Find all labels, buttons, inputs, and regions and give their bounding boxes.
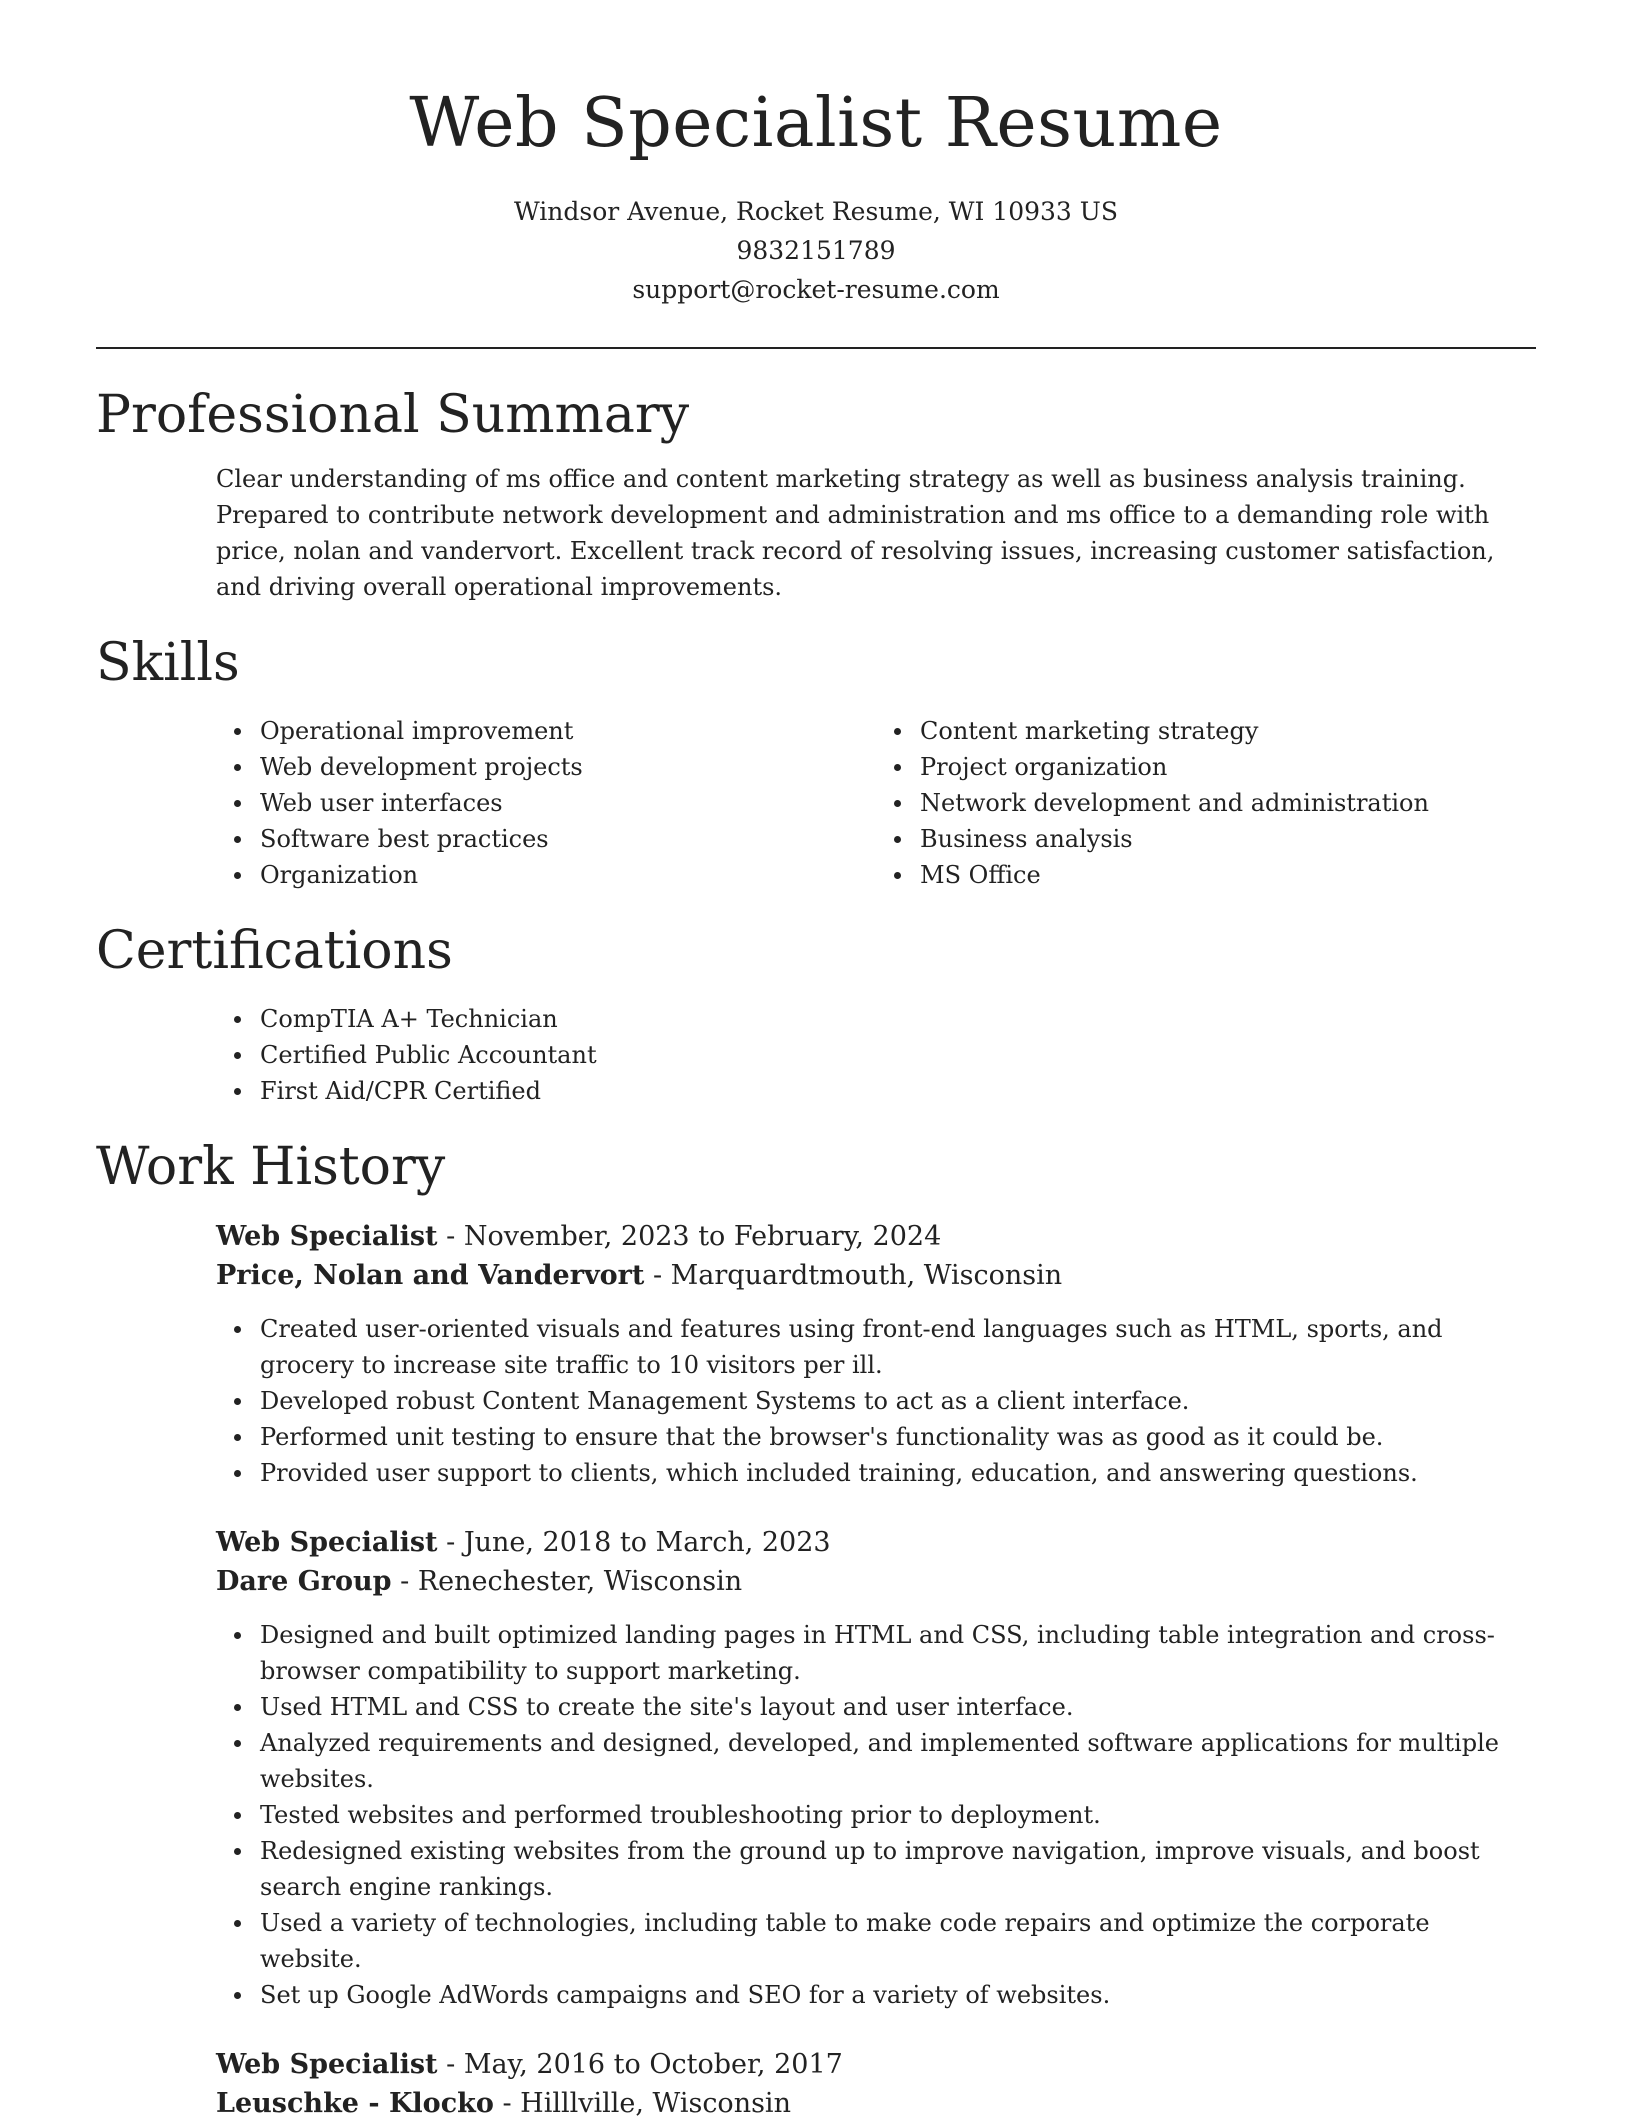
skill-item: Operational improvement <box>260 713 876 749</box>
job-bullet: Set up Google AdWords campaigns and SEO for a variety of websites. <box>260 1977 1536 2013</box>
summary-text: Clear understanding of ms office and content marketing strategy as well as business analysis training. Prepared to contribute network development and administration and ms office to a demanding role with price, nolan and vandervort. Excellent track record of resolving issues, increasing customer satisfaction, and driving overall operational improvements. <box>216 465 1495 601</box>
skills-column-right <box>876 713 1536 893</box>
job-title-line <box>216 1217 1536 1256</box>
page-title: Web Specialist Resume <box>409 84 1223 163</box>
job-dates: May, 2016 to October, 2017 <box>463 2049 843 2080</box>
skill-item: Web development projects <box>260 749 876 785</box>
contact-address: Windsor Avenue, Rocket Resume, WI 10933 US <box>514 197 1118 226</box>
certification-item: CompTIA A+ Technician <box>260 1001 1536 1037</box>
skill-item: Software best practices <box>260 821 876 857</box>
job-bullet: Provided user support to clients, which included training, education, and answering questions. <box>260 1455 1536 1491</box>
job-location: Marquardtmouth, Wisconsin <box>670 1260 1063 1291</box>
job-company: Dare Group <box>216 1566 392 1597</box>
job-bullets <box>216 1617 1536 2013</box>
separator: - <box>391 1566 418 1597</box>
certifications-section <box>96 919 1536 1109</box>
skill-item: MS Office <box>920 857 1536 893</box>
skill-item: Project organization <box>920 749 1536 785</box>
contact-email: support@rocket-resume.com <box>632 275 1000 304</box>
job-location: Hilllville, Wisconsin <box>520 2088 791 2119</box>
job-bullet: Designed and built optimized landing pages in HTML and CSS, including table integration and cross-browser compatibility to support marketing. <box>260 1617 1536 1689</box>
job-title: Web Specialist <box>216 2049 438 2080</box>
separator: - <box>437 1527 464 1558</box>
skill-item: Organization <box>260 857 876 893</box>
job-title-line <box>216 2045 1536 2084</box>
job-location: Renechester, Wisconsin <box>417 1566 743 1597</box>
resume-header <box>96 0 1536 309</box>
job-entry <box>216 2045 1536 2123</box>
job-bullet: Tested websites and performed troubleshooting prior to deployment. <box>260 1797 1536 1833</box>
job-bullet: Used HTML and CSS to create the site's layout and user interface. <box>260 1689 1536 1725</box>
job-bullet: Redesigned existing websites from the ground up to improve navigation, improve visuals, and boost search engine rankings. <box>260 1833 1536 1905</box>
job-company-line <box>216 2084 1536 2123</box>
skill-item: Network development and administration <box>920 785 1536 821</box>
contact-phone: 9832151789 <box>736 236 896 265</box>
skills-grid <box>216 713 1536 893</box>
job-dates: June, 2018 to March, 2023 <box>463 1527 831 1558</box>
summary-section <box>96 383 1536 605</box>
separator: - <box>644 1260 671 1291</box>
certification-item: First Aid/CPR Certified <box>260 1073 1536 1109</box>
work-history-section <box>96 1135 1536 2123</box>
work-history-heading: Work History <box>96 1137 446 1197</box>
header-divider <box>96 347 1536 349</box>
job-dates: November, 2023 to February, 2024 <box>463 1221 942 1252</box>
job-company: Price, Nolan and Vandervort <box>216 1260 645 1291</box>
job-title: Web Specialist <box>216 1221 438 1252</box>
job-company-line <box>216 1562 1536 1601</box>
job-bullet: Developed robust Content Management Systems to act as a client interface. <box>260 1383 1536 1419</box>
summary-heading: Professional Summary <box>96 385 690 445</box>
skills-section <box>96 631 1536 893</box>
separator: - <box>437 1221 464 1252</box>
job-bullet: Created user-oriented visuals and features using front-end languages such as HTML, sports, and grocery to increase site traffic to 10 visitors per ill. <box>260 1311 1536 1383</box>
job-title-line <box>216 1523 1536 1562</box>
separator: - <box>437 2049 464 2080</box>
certifications-list <box>216 1001 1536 1109</box>
skills-column-left <box>216 713 876 893</box>
skill-item: Content marketing strategy <box>920 713 1536 749</box>
job-entry <box>216 1217 1536 1491</box>
certification-item: Certified Public Accountant <box>260 1037 1536 1073</box>
skill-item: Web user interfaces <box>260 785 876 821</box>
job-title: Web Specialist <box>216 1527 438 1558</box>
job-entry <box>216 1523 1536 2013</box>
job-bullet: Analyzed requirements and designed, developed, and implemented software applications for multiple websites. <box>260 1725 1536 1797</box>
job-bullets <box>216 1311 1536 1491</box>
job-company-line <box>216 1256 1536 1295</box>
job-bullet: Used a variety of technologies, including table to make code repairs and optimize the corporate website. <box>260 1905 1536 1977</box>
certifications-heading: Certifications <box>96 921 453 981</box>
job-company: Leuschke - Klocko <box>216 2088 494 2119</box>
skills-heading: Skills <box>96 633 240 693</box>
skill-item: Business analysis <box>920 821 1536 857</box>
job-bullet: Performed unit testing to ensure that the browser's functionality was as good as it could be. <box>260 1419 1536 1455</box>
separator: - <box>493 2088 521 2119</box>
